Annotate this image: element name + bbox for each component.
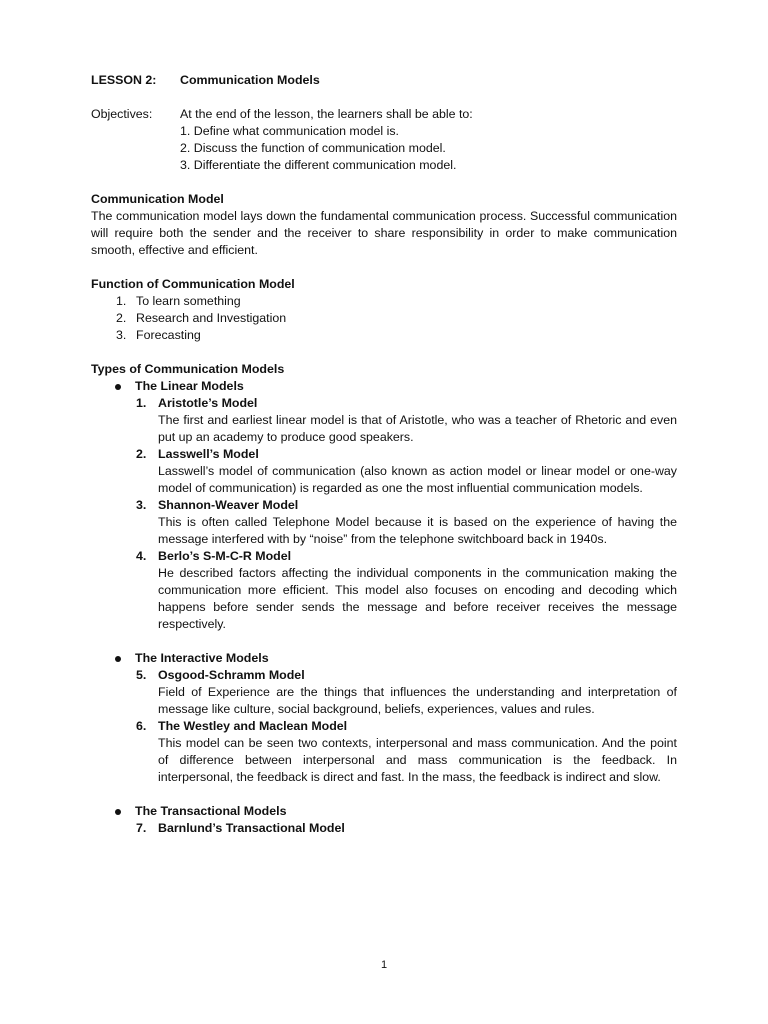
bullet-title: The Interactive Models [135,651,269,665]
bullet-transactional-models [91,803,677,820]
model-desc: The first and earliest linear model is that of Aristotle, who was a teacher of Rhetoric and even put up an academy to produce good speakers. [158,413,677,444]
model-item [136,548,677,633]
bullet-interactive-models [91,650,677,667]
model-name: The Westley and Maclean Model [158,719,348,733]
types-heading: Types of Communication Models [91,362,285,376]
model-number: 4. [136,549,147,563]
objectives-label: Objectives: [91,107,153,121]
bullet-title: The Linear Models [135,379,244,393]
objective-item: 1. Define what communication model is. [180,124,400,138]
objectives-section [91,106,677,174]
model-name: Lasswell’s Model [158,447,259,461]
model-item [136,718,677,786]
model-number: 6. [136,719,147,733]
bullet-icon [91,650,135,667]
model-number: 7. [136,821,147,835]
bullet-linear-models [91,378,677,395]
model-desc: He described factors affecting the individual components in the communication making the communication more efficient. This model also focuses on encoding and decoding which happens before sender sends the message and before receiver receives the message respectively. [158,566,677,631]
model-desc: Field of Experience are the things that influences the understanding and interpretation of message like culture, social background, beliefs, experiences, values and rules. [158,685,677,716]
objective-item: 3. Differentiate the different communication model. [180,158,457,172]
document-page [91,72,677,837]
list-item [91,327,677,344]
comm-model-heading: Communication Model [91,192,224,206]
model-desc: This model can be seen two contexts, interpersonal and mass communication. And the point of difference between interpersonal and mass communication is the feedback. In interpersonal, the feedback is direct and fast. In the mass, the feedback is indirect and slow. [158,736,677,784]
model-desc: Lasswell’s model of communication (also known as action model or linear model or one-way model of communication) is regarded as one the most influential communication models. [158,464,677,495]
model-name: Barnlund’s Transactional Model [158,821,345,835]
function-list [91,293,677,344]
list-text: Research and Investigation [136,311,287,325]
model-number: 3. [136,498,147,512]
lesson-label: LESSON 2: [91,73,157,87]
list-number: 2. [116,311,127,325]
model-name: Berlo’s S-M-C-R Model [158,549,292,563]
list-number: 1. [116,294,127,308]
list-text: To learn something [136,294,241,308]
model-name: Osgood-Schramm Model [158,668,305,682]
page-number: 1 [380,959,388,971]
function-heading: Function of Communication Model [91,277,295,291]
lesson-title: Communication Models [180,73,320,87]
lesson-header [91,72,677,89]
model-name: Shannon-Weaver Model [158,498,299,512]
model-item [136,820,677,837]
model-item [136,497,677,548]
model-item [136,395,677,446]
bullet-title: The Transactional Models [135,804,287,818]
list-item [91,310,677,327]
model-number: 2. [136,447,147,461]
bullet-icon [91,803,135,820]
model-name: Aristotle’s Model [158,396,258,410]
model-desc: This is often called Telephone Model because it is based on the experience of having the message interfered with by “noise” from the telephone switchboard back in 1940s. [158,515,677,546]
bullet-icon [91,378,135,395]
list-item [91,293,677,310]
list-text: Forecasting [136,328,201,342]
model-number: 5. [136,668,147,682]
model-number: 1. [136,396,147,410]
model-item [136,446,677,497]
model-item [136,667,677,718]
comm-model-body: The communication model lays down the fundamental communication process. Successful communication will require both the sender and the receiver to share responsibility in order to make communication smooth, effective and efficient. [91,209,677,257]
objectives-intro: At the end of the lesson, the learners shall be able to: [180,107,473,121]
list-number: 3. [116,328,127,342]
objective-item: 2. Discuss the function of communication model. [180,141,446,155]
